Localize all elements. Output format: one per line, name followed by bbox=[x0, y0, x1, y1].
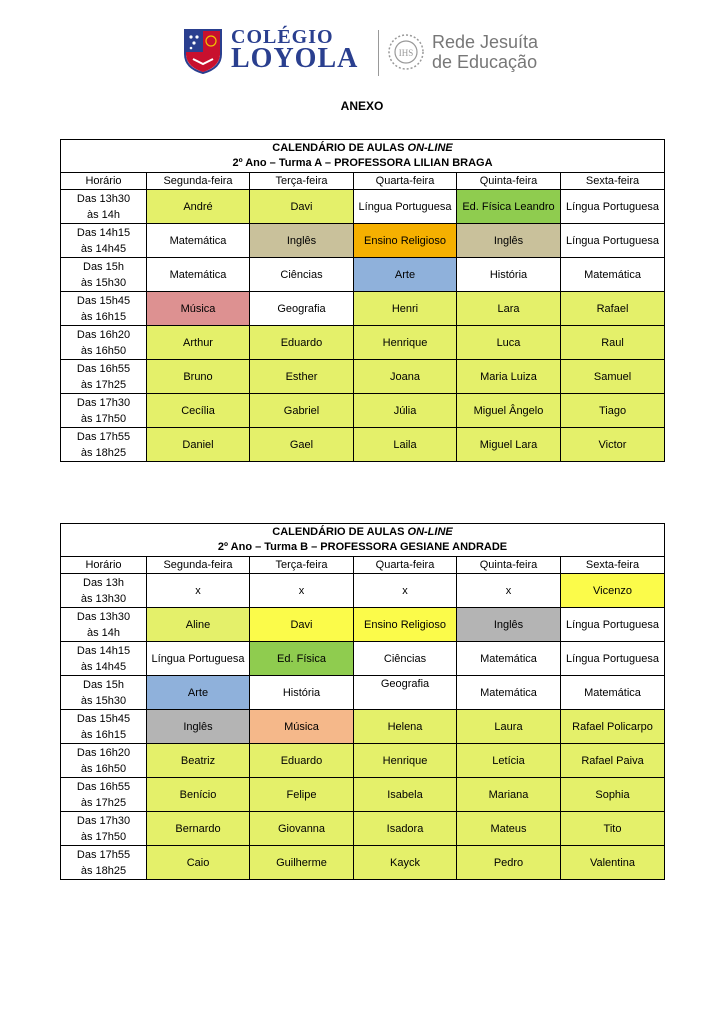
schedule-cell: Inglês bbox=[457, 608, 561, 642]
time-cell bbox=[61, 608, 147, 642]
time-start: Das 17h30 bbox=[76, 814, 131, 827]
time-cell bbox=[61, 846, 147, 880]
table-row bbox=[61, 608, 665, 642]
schedule-cell: Benício bbox=[147, 778, 250, 812]
time-end: às 17h25 bbox=[80, 378, 127, 391]
time-cell bbox=[61, 224, 147, 258]
schedule-cell: Sophia bbox=[561, 778, 665, 812]
table-row bbox=[61, 224, 665, 258]
schedule-cell: Arthur bbox=[147, 326, 250, 360]
schedule-cell: Inglês bbox=[250, 224, 354, 258]
table-row bbox=[61, 360, 665, 394]
schedule-cell: Cecília bbox=[147, 394, 250, 428]
table-row bbox=[61, 428, 665, 462]
column-header: Segunda-feira bbox=[147, 557, 250, 574]
schedule-cell: Henri bbox=[354, 292, 457, 326]
time-cell bbox=[61, 778, 147, 812]
time-start: Das 15h45 bbox=[76, 712, 131, 725]
time-start: Das 16h55 bbox=[76, 362, 131, 375]
time-end: às 14h bbox=[86, 208, 121, 221]
schedule-cell: Gabriel bbox=[250, 394, 354, 428]
column-header: Segunda-feira bbox=[147, 173, 250, 190]
schedule-cell: Matemática bbox=[147, 258, 250, 292]
table-row bbox=[61, 292, 665, 326]
schedule-cell: Matemática bbox=[457, 642, 561, 676]
schedule-cell: Inglês bbox=[147, 710, 250, 744]
school-top-text: COLÉGIO bbox=[231, 26, 334, 48]
time-cell bbox=[61, 394, 147, 428]
schedule-cell: Miguel Ângelo bbox=[457, 394, 561, 428]
time-start: Das 15h45 bbox=[76, 294, 131, 307]
schedule-cell: Joana bbox=[354, 360, 457, 394]
schedule-cell: Beatriz bbox=[147, 744, 250, 778]
schedule-cell: Rafael bbox=[561, 292, 665, 326]
schedule-cell: Matemática bbox=[457, 676, 561, 710]
schedule-cell: Giovanna bbox=[250, 812, 354, 846]
schedule-cell: Henrique bbox=[354, 326, 457, 360]
schedule-cell: Rafael Policarpo bbox=[561, 710, 665, 744]
time-end: às 15h30 bbox=[80, 276, 127, 289]
time-end: às 16h50 bbox=[80, 344, 127, 357]
rede-line2: de Educação bbox=[432, 52, 538, 72]
school-name-text: LOYOLA bbox=[231, 43, 359, 74]
table-title-row bbox=[61, 524, 665, 557]
schedule-cell: Laura bbox=[457, 710, 561, 744]
schedule-cell: Mateus bbox=[457, 812, 561, 846]
schedule-cell: Geografia bbox=[354, 676, 457, 710]
schedule-cell: Matemática bbox=[561, 258, 665, 292]
logo-divider bbox=[378, 30, 379, 76]
schedule-cell: x bbox=[250, 574, 354, 608]
rede-line1: Rede Jesuíta bbox=[432, 32, 539, 52]
schedule-cell: Júlia bbox=[354, 394, 457, 428]
time-cell bbox=[61, 326, 147, 360]
title-italic: ON-LINE bbox=[407, 142, 453, 154]
schedule-cell: Helena bbox=[354, 710, 457, 744]
schedule-cell: x bbox=[457, 574, 561, 608]
schedule-cell: x bbox=[354, 574, 457, 608]
schedule-cell: Tito bbox=[561, 812, 665, 846]
schedule-cell: Davi bbox=[250, 190, 354, 224]
table-row bbox=[61, 778, 665, 812]
title-text: CALENDÁRIO DE AULAS bbox=[272, 526, 408, 538]
time-start: Das 15h bbox=[83, 678, 124, 691]
schedule-cell: Caio bbox=[147, 846, 250, 880]
header-row bbox=[61, 173, 665, 190]
school-wordmark bbox=[231, 26, 358, 75]
schedule-table-turma-b bbox=[60, 523, 665, 880]
table-row bbox=[61, 574, 665, 608]
time-end: às 13h30 bbox=[80, 592, 127, 605]
time-start: Das 13h30 bbox=[76, 192, 131, 205]
schedule-cell: Pedro bbox=[457, 846, 561, 880]
table-title-line2: 2º Ano – Turma A – PROFESSORA LILIAN BRAGA bbox=[232, 157, 493, 169]
schedule-cell: Miguel Lara bbox=[457, 428, 561, 462]
schedule-cell: Rafael Paiva bbox=[561, 744, 665, 778]
time-end: às 14h45 bbox=[80, 242, 127, 255]
time-start: Das 13h bbox=[83, 576, 124, 589]
schedule-cell: Laila bbox=[354, 428, 457, 462]
schedule-cell: Geografia bbox=[250, 292, 354, 326]
column-header: Horário bbox=[61, 557, 147, 574]
schedule-cell: x bbox=[147, 574, 250, 608]
time-start: Das 16h55 bbox=[76, 780, 131, 793]
schedule-cell: Aline bbox=[147, 608, 250, 642]
table-row bbox=[61, 744, 665, 778]
schedule-cell: Letícia bbox=[457, 744, 561, 778]
schedule-cell: História bbox=[457, 258, 561, 292]
schedule-cell: Esther bbox=[250, 360, 354, 394]
schedule-cell: Inglês bbox=[457, 224, 561, 258]
schedule-cell: André bbox=[147, 190, 250, 224]
schedule-cell: Ed. Física bbox=[250, 642, 354, 676]
school-shield-icon bbox=[183, 28, 223, 74]
schedule-cell: Eduardo bbox=[250, 326, 354, 360]
time-start: Das 14h15 bbox=[76, 644, 131, 657]
schedule-cell: Eduardo bbox=[250, 744, 354, 778]
schedule-cell: Luca bbox=[457, 326, 561, 360]
schedule-cell: Matemática bbox=[561, 676, 665, 710]
time-start: Das 17h55 bbox=[76, 430, 131, 443]
table-row bbox=[61, 676, 665, 710]
time-end: às 16h15 bbox=[80, 728, 127, 741]
column-header: Sexta-feira bbox=[561, 557, 665, 574]
schedule-cell: Valentina bbox=[561, 846, 665, 880]
time-start: Das 16h20 bbox=[76, 328, 131, 341]
schedule-table-turma-a bbox=[60, 139, 665, 462]
time-start: Das 17h55 bbox=[76, 848, 131, 861]
column-header: Terça-feira bbox=[250, 173, 354, 190]
time-cell bbox=[61, 258, 147, 292]
time-end: às 18h25 bbox=[80, 864, 127, 877]
column-header: Quinta-feira bbox=[457, 173, 561, 190]
table-row bbox=[61, 846, 665, 880]
schedule-cell: Gael bbox=[250, 428, 354, 462]
time-end: às 17h50 bbox=[80, 830, 127, 843]
schedule-cell: Lara bbox=[457, 292, 561, 326]
schedule-cell: Bruno bbox=[147, 360, 250, 394]
column-header: Horário bbox=[61, 173, 147, 190]
schedule-cell: Maria Luiza bbox=[457, 360, 561, 394]
schedule-cell: Mariana bbox=[457, 778, 561, 812]
schedule-cell: Matemática bbox=[147, 224, 250, 258]
table-row bbox=[61, 258, 665, 292]
time-start: Das 13h30 bbox=[76, 610, 131, 623]
time-cell bbox=[61, 710, 147, 744]
table-title-line1 bbox=[61, 141, 664, 156]
time-cell bbox=[61, 428, 147, 462]
time-cell bbox=[61, 812, 147, 846]
svg-text:IHS: IHS bbox=[398, 48, 414, 58]
schedule-cell: Arte bbox=[147, 676, 250, 710]
schedule-cell: Kayck bbox=[354, 846, 457, 880]
table-title-row bbox=[61, 140, 665, 173]
jesuit-sun-icon bbox=[386, 32, 426, 72]
table-title bbox=[61, 140, 665, 173]
schedule-cell: Língua Portuguesa bbox=[561, 608, 665, 642]
column-header: Sexta-feira bbox=[561, 173, 665, 190]
time-start: Das 16h20 bbox=[76, 746, 131, 759]
time-end: às 18h25 bbox=[80, 446, 127, 459]
time-cell bbox=[61, 642, 147, 676]
time-end: às 14h45 bbox=[80, 660, 127, 673]
schedule-cell: Isabela bbox=[354, 778, 457, 812]
header-row bbox=[61, 557, 665, 574]
schedule-cell: História bbox=[250, 676, 354, 710]
table-title bbox=[61, 524, 665, 557]
schedule-cell: Victor bbox=[561, 428, 665, 462]
schedule-cell: Música bbox=[250, 710, 354, 744]
schedule-cell: Davi bbox=[250, 608, 354, 642]
time-start: Das 15h bbox=[83, 260, 124, 273]
schedule-cell: Língua Portuguesa bbox=[561, 190, 665, 224]
schedule-cell: Tiago bbox=[561, 394, 665, 428]
time-end: às 16h15 bbox=[80, 310, 127, 323]
schedule-cell: Música bbox=[147, 292, 250, 326]
schedule-cell: Raul bbox=[561, 326, 665, 360]
annex-title: ANEXO bbox=[340, 99, 384, 113]
column-header: Quarta-feira bbox=[354, 557, 457, 574]
time-start: Das 17h30 bbox=[76, 396, 131, 409]
table-row bbox=[61, 190, 665, 224]
schedule-cell: Daniel bbox=[147, 428, 250, 462]
table-title-line2: 2º Ano – Turma B – PROFESSORA GESIANE ANDRADE bbox=[217, 541, 508, 553]
table-title-line1 bbox=[61, 525, 664, 540]
time-end: às 16h50 bbox=[80, 762, 127, 775]
column-header: Quarta-feira bbox=[354, 173, 457, 190]
time-end: às 15h30 bbox=[80, 694, 127, 707]
rede-wordmark bbox=[432, 32, 538, 72]
time-cell bbox=[61, 360, 147, 394]
time-cell bbox=[61, 744, 147, 778]
time-start: Das 14h15 bbox=[76, 226, 131, 239]
title-italic: ON-LINE bbox=[407, 526, 453, 538]
schedule-cell: Guilherme bbox=[250, 846, 354, 880]
column-header: Terça-feira bbox=[250, 557, 354, 574]
schedule-cell: Língua Portuguesa bbox=[561, 224, 665, 258]
time-cell bbox=[61, 190, 147, 224]
table-row bbox=[61, 710, 665, 744]
time-cell bbox=[61, 574, 147, 608]
schedule-cell: Ciências bbox=[354, 642, 457, 676]
schedule-cell: Ciências bbox=[250, 258, 354, 292]
schedule-cell: Bernardo bbox=[147, 812, 250, 846]
column-header: Quinta-feira bbox=[457, 557, 561, 574]
schedule-cell: Vicenzo bbox=[561, 574, 665, 608]
schedule-cell: Língua Portuguesa bbox=[354, 190, 457, 224]
schedule-cell: Arte bbox=[354, 258, 457, 292]
schedule-cell: Ed. Física Leandro bbox=[457, 190, 561, 224]
schedule-cell: Isadora bbox=[354, 812, 457, 846]
time-cell bbox=[61, 676, 147, 710]
table-row bbox=[61, 326, 665, 360]
table-row bbox=[61, 642, 665, 676]
schedule-cell: Ensino Religioso bbox=[354, 224, 457, 258]
table-row bbox=[61, 394, 665, 428]
time-end: às 17h25 bbox=[80, 796, 127, 809]
table-row bbox=[61, 812, 665, 846]
schedule-cell: Henrique bbox=[354, 744, 457, 778]
schedule-cell: Samuel bbox=[561, 360, 665, 394]
schedule-cell: Felipe bbox=[250, 778, 354, 812]
time-cell bbox=[61, 292, 147, 326]
page-header bbox=[0, 0, 724, 90]
time-end: às 14h bbox=[86, 626, 121, 639]
schedule-cell: Ensino Religioso bbox=[354, 608, 457, 642]
schedule-cell: Língua Portuguesa bbox=[147, 642, 250, 676]
title-text: CALENDÁRIO DE AULAS bbox=[272, 142, 408, 154]
time-end: às 17h50 bbox=[80, 412, 127, 425]
schedule-cell: Língua Portuguesa bbox=[561, 642, 665, 676]
